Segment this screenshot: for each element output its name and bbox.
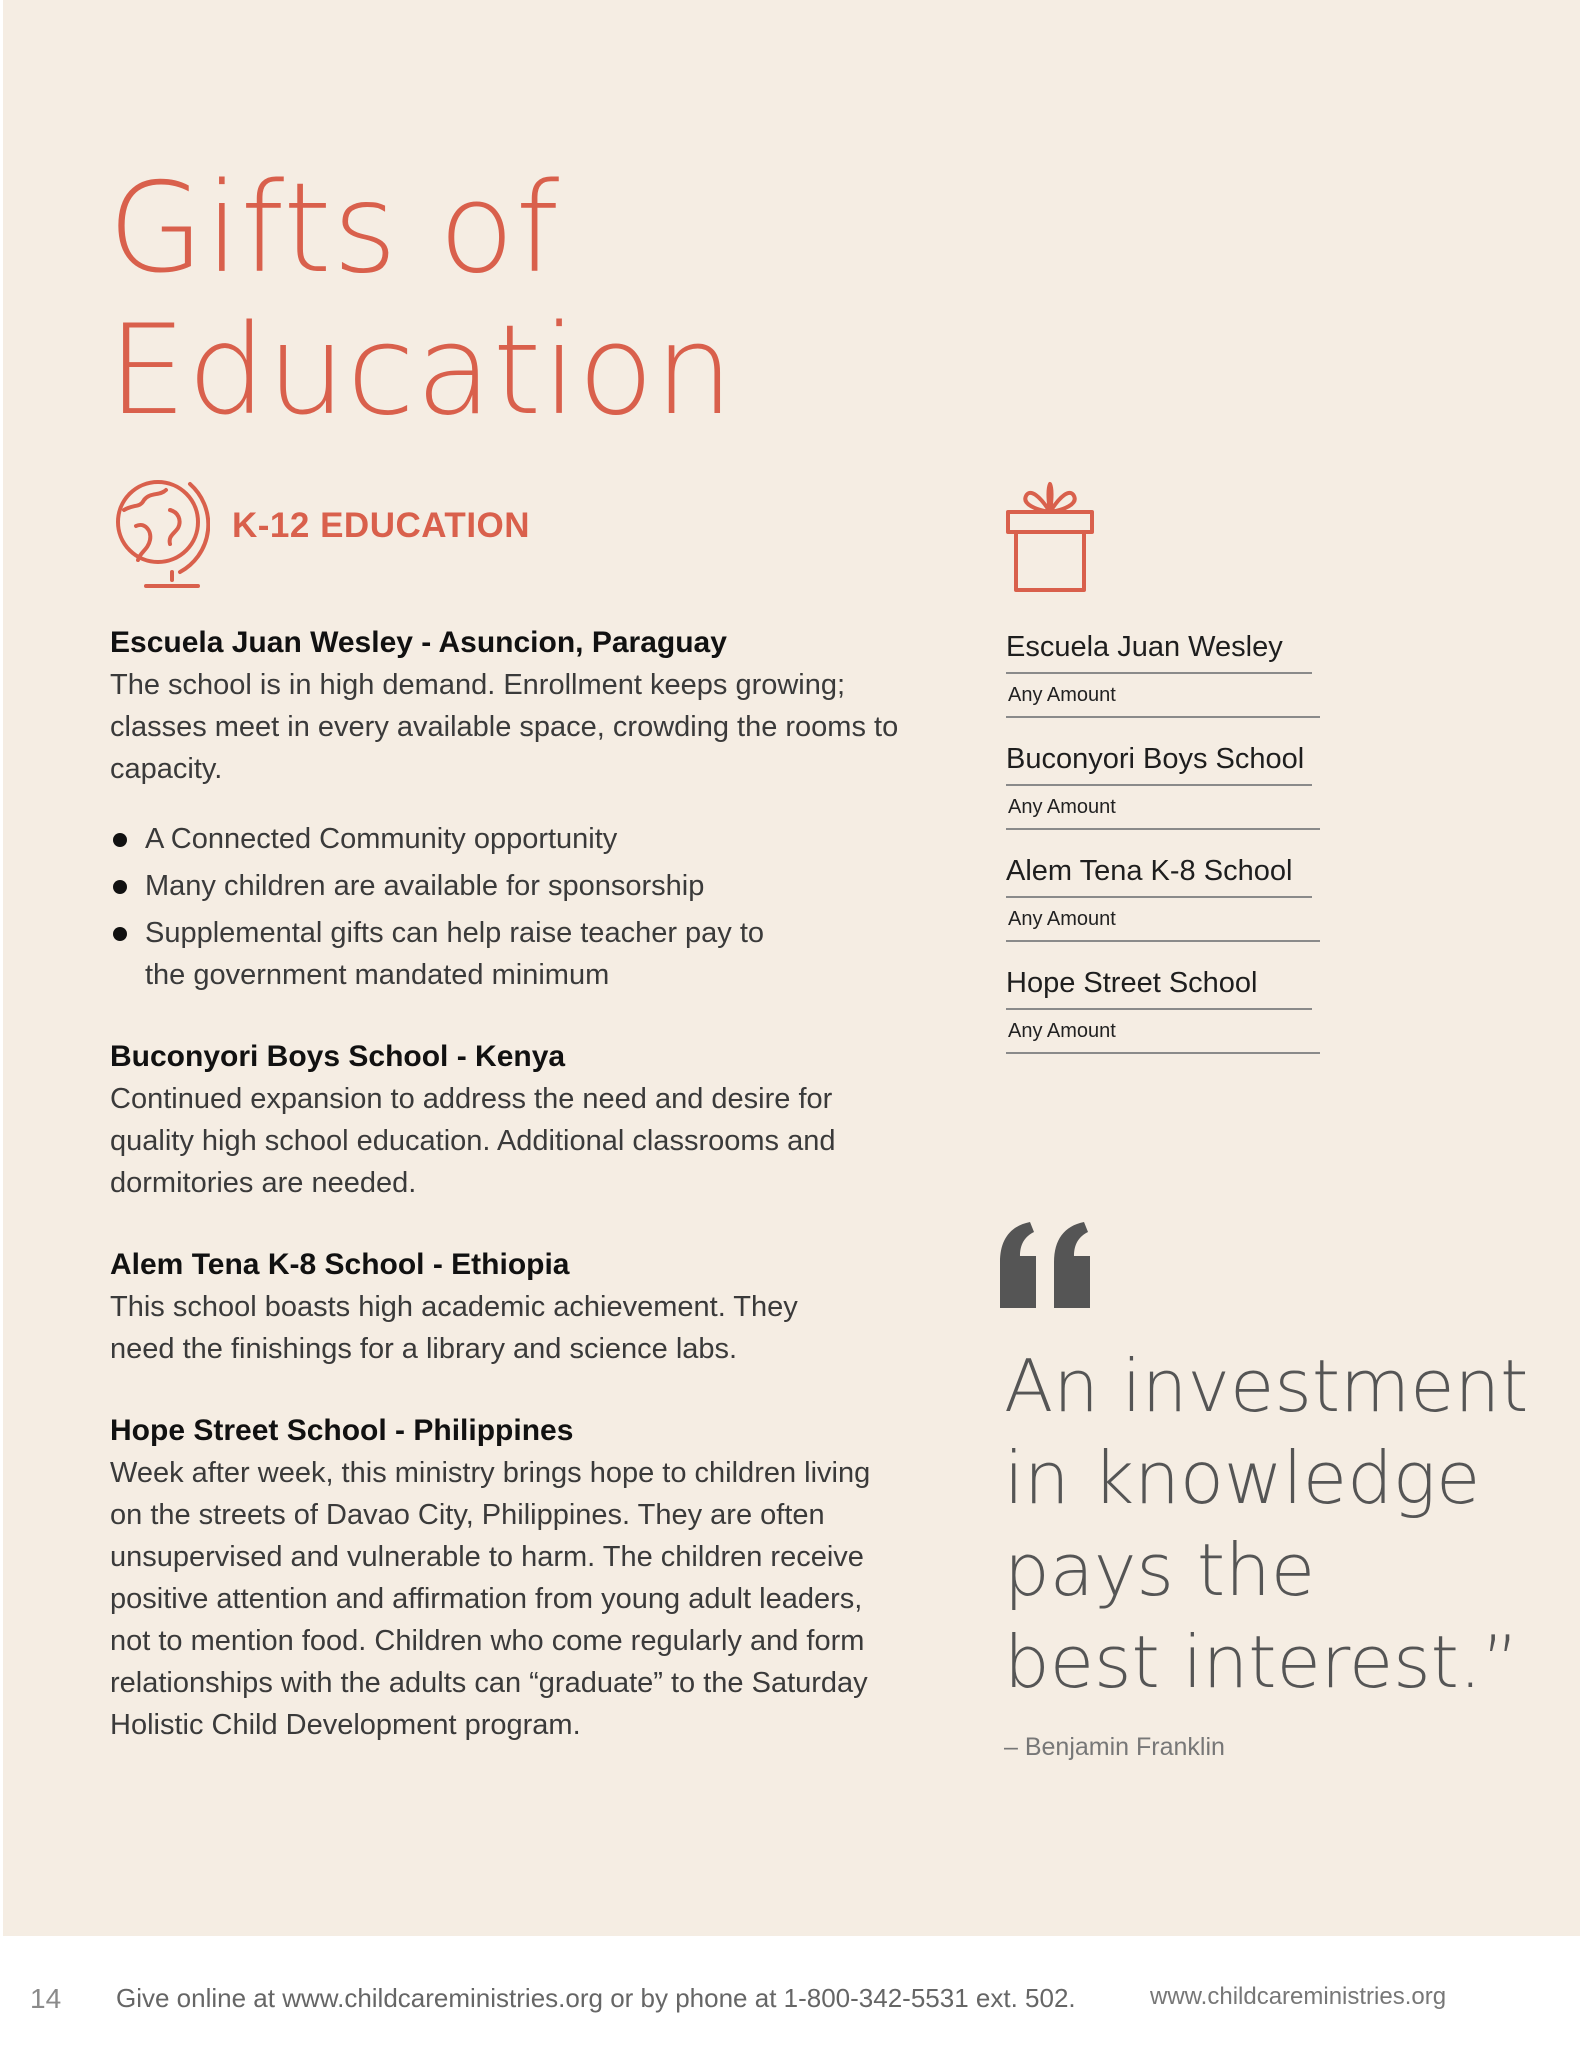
- bullet-item: Many children are available for sponsorship: [110, 865, 910, 907]
- school-entry: [110, 1036, 910, 1204]
- quote-text: [1004, 1340, 1564, 1708]
- quote-attribution: – Benjamin Franklin: [1004, 1733, 1225, 1761]
- school-entry: [110, 1410, 910, 1746]
- school-description: Week after week, this ministry brings hope to children living on the streets of Davao City, Philippines. They are often unsupervised and vulnerable to harm. The children receive positive attention and affirmation from young adult leaders, not to mention food. Children who come regularly and form relationships with the adults can “graduate” to the Saturday Holistic Child Development program.: [110, 1457, 871, 1741]
- quote-line: in knowledge: [1004, 1436, 1481, 1520]
- school-entry: [110, 622, 910, 996]
- bullet-item: A Connected Community opportunity: [110, 818, 910, 860]
- gift-item: [1006, 624, 1318, 718]
- footer-url[interactable]: www.childcareministries.org: [1150, 1983, 1447, 2010]
- title-line-2: Education: [108, 299, 735, 443]
- title-line-1: Gifts of: [108, 157, 561, 301]
- quote-line: pays the: [1004, 1528, 1315, 1612]
- schools-column: [110, 622, 910, 1786]
- gift-list: [1006, 624, 1318, 1072]
- gift-item: [1006, 848, 1318, 942]
- gift-name: Hope Street School: [1006, 960, 1312, 1010]
- section-heading: K-12 EDUCATION: [232, 506, 531, 545]
- bullet-list: [110, 818, 910, 996]
- school-name: Buconyori Boys School - Kenya: [110, 1040, 566, 1073]
- school-name: Escuela Juan Wesley - Asuncion, Paraguay: [110, 626, 727, 659]
- school-description: This school boasts high academic achievement. They need the finishings for a library and science labs.: [110, 1291, 798, 1365]
- gift-name: Buconyori Boys School: [1006, 736, 1312, 786]
- gift-item: [1006, 736, 1318, 830]
- school-name: Alem Tena K-8 School - Ethiopia: [110, 1248, 570, 1281]
- quote-line: An investment: [1004, 1344, 1529, 1428]
- gift-item: [1006, 960, 1318, 1054]
- bullet-item: Supplemental gifts can help raise teacher pay to the government mandated minimum: [110, 912, 765, 996]
- footer-text: Give online at www.childcareministries.org or by phone at 1-800-342-5531 ext. 502.: [116, 1983, 1076, 2013]
- gift-amount: Any Amount: [1006, 674, 1320, 718]
- footer: [0, 1975, 1583, 2025]
- gift-name: Escuela Juan Wesley: [1006, 624, 1312, 674]
- school-description: Continued expansion to address the need and desire for quality high school education. Additional classrooms and dormitories are needed.: [110, 1083, 836, 1199]
- gift-amount: Any Amount: [1006, 1010, 1320, 1054]
- school-entry: [110, 1244, 910, 1370]
- page-number: 14: [30, 1983, 62, 2014]
- quote-mark-icon: [998, 1222, 1094, 1308]
- gift-amount: Any Amount: [1006, 786, 1320, 830]
- gift-icon: [1002, 478, 1098, 594]
- quote-line: best interest.”: [1004, 1620, 1520, 1704]
- school-description: The school is in high demand. Enrollment keeps growing; classes meet in every available space, crowding the rooms to capacity.: [110, 669, 899, 785]
- globe-icon: [110, 470, 210, 595]
- gift-amount: Any Amount: [1006, 898, 1320, 942]
- school-name: Hope Street School - Philippines: [110, 1414, 574, 1447]
- page-title: [108, 158, 734, 442]
- gift-name: Alem Tena K-8 School: [1006, 848, 1312, 898]
